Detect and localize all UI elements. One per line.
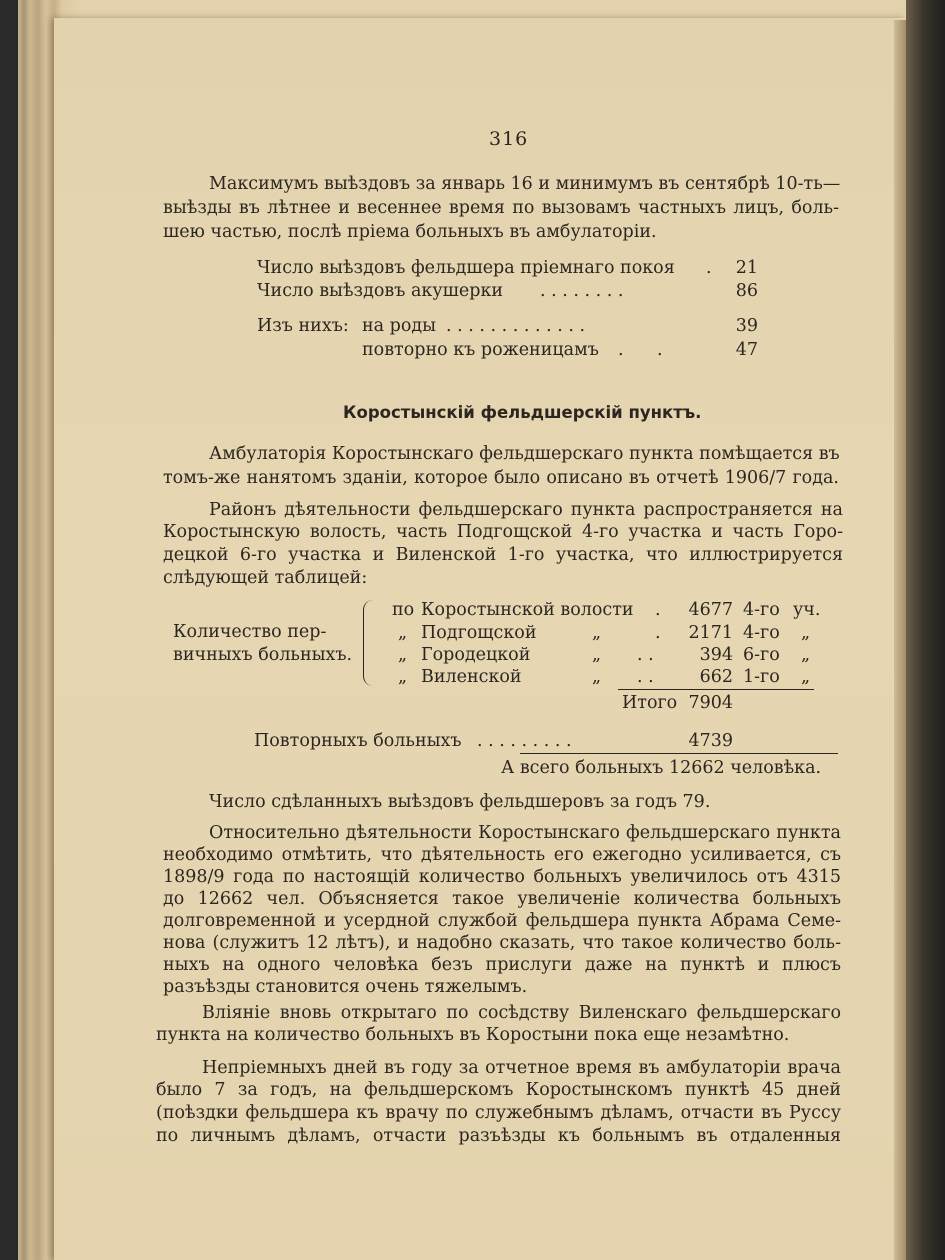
paragraph-line: выѣзды въ лѣтнее и весеннее время по вызовамъ частныхъ лицъ, боль- xyxy=(163,198,839,218)
background-dark xyxy=(906,0,945,1260)
trips-row-value: 21 xyxy=(735,258,758,278)
table-row-district: 1-го xyxy=(743,667,780,687)
paragraph-line: нова (служитъ 12 лѣтъ), и надобно сказать, что такое количество боль- xyxy=(163,933,841,953)
paragraph-line: необходимо отмѣтить, что дѣятельность его ежегодно усиливается, съ xyxy=(163,845,841,865)
trips-sub-dots: . . xyxy=(618,340,663,360)
trips-sub-label: повторно къ роженицамъ xyxy=(362,340,599,360)
paragraph-line: Непріемныхъ дней въ году за отчетное время въ амбулаторіи врача xyxy=(202,1058,841,1078)
trips-sub-value: 39 xyxy=(735,316,758,336)
paragraph-line: Максимумъ выѣздовъ за январь 16 и минимумъ въ сентябрѣ 10-ть— xyxy=(209,174,841,194)
paragraph-line: Коростынскую волость, часть Подгощской 4-го участка и часть Горо- xyxy=(163,522,843,542)
table-row-label: Количество пер- xyxy=(173,622,327,642)
paragraph-line: (поѣздки фельдшера къ врачу по служебнымъ дѣламъ, отчасти въ Руссу xyxy=(156,1103,841,1123)
trips-row-label: Число выѣздовъ фельдшера пріемнаго покоя xyxy=(257,258,675,278)
table-row-district: 4-го xyxy=(743,600,780,620)
trips-row-dots: . . . . . . . . xyxy=(540,281,624,301)
trips-row-dots: . xyxy=(706,258,712,278)
paragraph-line: слѣдующей таблицей: xyxy=(163,568,368,588)
table-row-district: 6-го xyxy=(743,645,780,665)
table-row-prefix: „ xyxy=(398,623,408,643)
paragraph-line: Амбулаторія Коростынскаго фельдшерскаго пункта помѣщается въ xyxy=(209,444,840,464)
paragraph-line: Вліяніе вновь открытаго по сосѣдству Виленскаго фельдшерскаго xyxy=(202,1003,841,1023)
paragraph-line: по личнымъ дѣламъ, отчасти разъѣзды къ больнымъ въ отдаленныя xyxy=(156,1126,841,1146)
table-row-prefix: по xyxy=(392,600,415,620)
table-row-ditto: „ xyxy=(592,667,602,687)
table-row-value: 394 xyxy=(699,645,733,665)
total-value: 7904 xyxy=(688,693,733,713)
paragraph-line: ныхъ на одного человѣка безъ прислуги даже на пунктѣ и плюсъ xyxy=(163,955,841,975)
table-row-dots: . . xyxy=(637,645,654,665)
grand-total: А всего больныхъ 12662 человѣка. xyxy=(501,758,822,778)
trips-row-value: 86 xyxy=(735,281,758,301)
table-row-value: 2171 xyxy=(688,623,733,643)
table-row-district: 4-го xyxy=(743,623,780,643)
grand-total-rule xyxy=(520,753,838,754)
paragraph-line: Относительно дѣятельности Коростынскаго фельдшерскаго пункта xyxy=(209,823,841,843)
table-row-name: Виленской xyxy=(421,667,522,687)
table-row-name: Городецкой xyxy=(421,645,531,665)
table-row-prefix: „ xyxy=(398,667,408,687)
table-row-name: Коростынской волости xyxy=(421,600,634,620)
paragraph-line: Районъ дѣятельности фельдшерскаго пункта распространяется на xyxy=(209,500,843,520)
paragraph-line: Число сдѣланныхъ выѣздовъ фельдшеровъ за годъ 79. xyxy=(209,792,711,812)
trips-sub-dots: . . . . . . . . . . . . . xyxy=(446,316,586,336)
table-row-dots: . . xyxy=(637,667,654,687)
paragraph-line: шею частью, послѣ пріема больныхъ въ амбулаторіи. xyxy=(163,222,657,242)
paragraph-line: разъѣзды становится очень тяжелымъ. xyxy=(163,977,528,997)
page-number: 316 xyxy=(489,128,529,150)
table-row-dots: . xyxy=(655,623,661,643)
table-row-ditto: „ xyxy=(592,623,602,643)
paragraph-line: до 12662 чел. Объясняется такое увеличеніе количества больныхъ xyxy=(163,889,841,909)
paragraph-line: децкой 6-го участка и Виленской 1-го участка, что иллюстрируется xyxy=(163,545,843,565)
table-sum-rule xyxy=(618,689,814,690)
table-row-value: 662 xyxy=(699,667,733,687)
table-row-value: 4677 xyxy=(688,600,733,620)
table-row-unit: уч. xyxy=(793,600,821,620)
of-them-label: Изъ нихъ: xyxy=(257,316,349,336)
total-label: Итого xyxy=(622,693,678,713)
table-row-unit: „ xyxy=(801,645,811,665)
section-heading: Коростынскій фельдшерскій пунктъ. xyxy=(343,403,702,422)
paragraph-line: пункта на количество больныхъ въ Коростыни пока еще незамѣтно. xyxy=(156,1025,790,1045)
paragraph-line: томъ-же нанятомъ зданіи, которое было описано въ отчетѣ 1906/7 года. xyxy=(163,468,839,488)
table-row-prefix: „ xyxy=(398,645,408,665)
trips-row-label: Число выѣздовъ акушерки xyxy=(257,281,504,301)
paragraph-line: 1898/9 года по настоящій количество больныхъ увеличилось отъ 4315 xyxy=(163,867,841,887)
table-row-ditto: „ xyxy=(592,645,602,665)
table-row-unit: „ xyxy=(801,623,811,643)
table-row-dots: . xyxy=(655,600,661,620)
trips-sub-label: на роды xyxy=(362,316,437,336)
table-row-unit: „ xyxy=(801,667,811,687)
table-row-name: Подгощской xyxy=(421,623,537,643)
table-row-label: вичныхъ больныхъ. xyxy=(173,645,353,665)
repeat-dots: . . . . . . . . . xyxy=(477,731,572,751)
paragraph-line: было 7 за годъ, на фельдшерскомъ Коростынскомъ пунктѣ 45 дней xyxy=(156,1080,841,1100)
repeat-label: Повторныхъ больныхъ xyxy=(254,731,462,751)
table-brace xyxy=(363,600,374,686)
repeat-value: 4739 xyxy=(688,731,733,751)
paragraph-line: долговременной и усердной службой фельдшера пункта Абрама Семе- xyxy=(163,911,841,931)
trips-sub-value: 47 xyxy=(735,340,758,360)
